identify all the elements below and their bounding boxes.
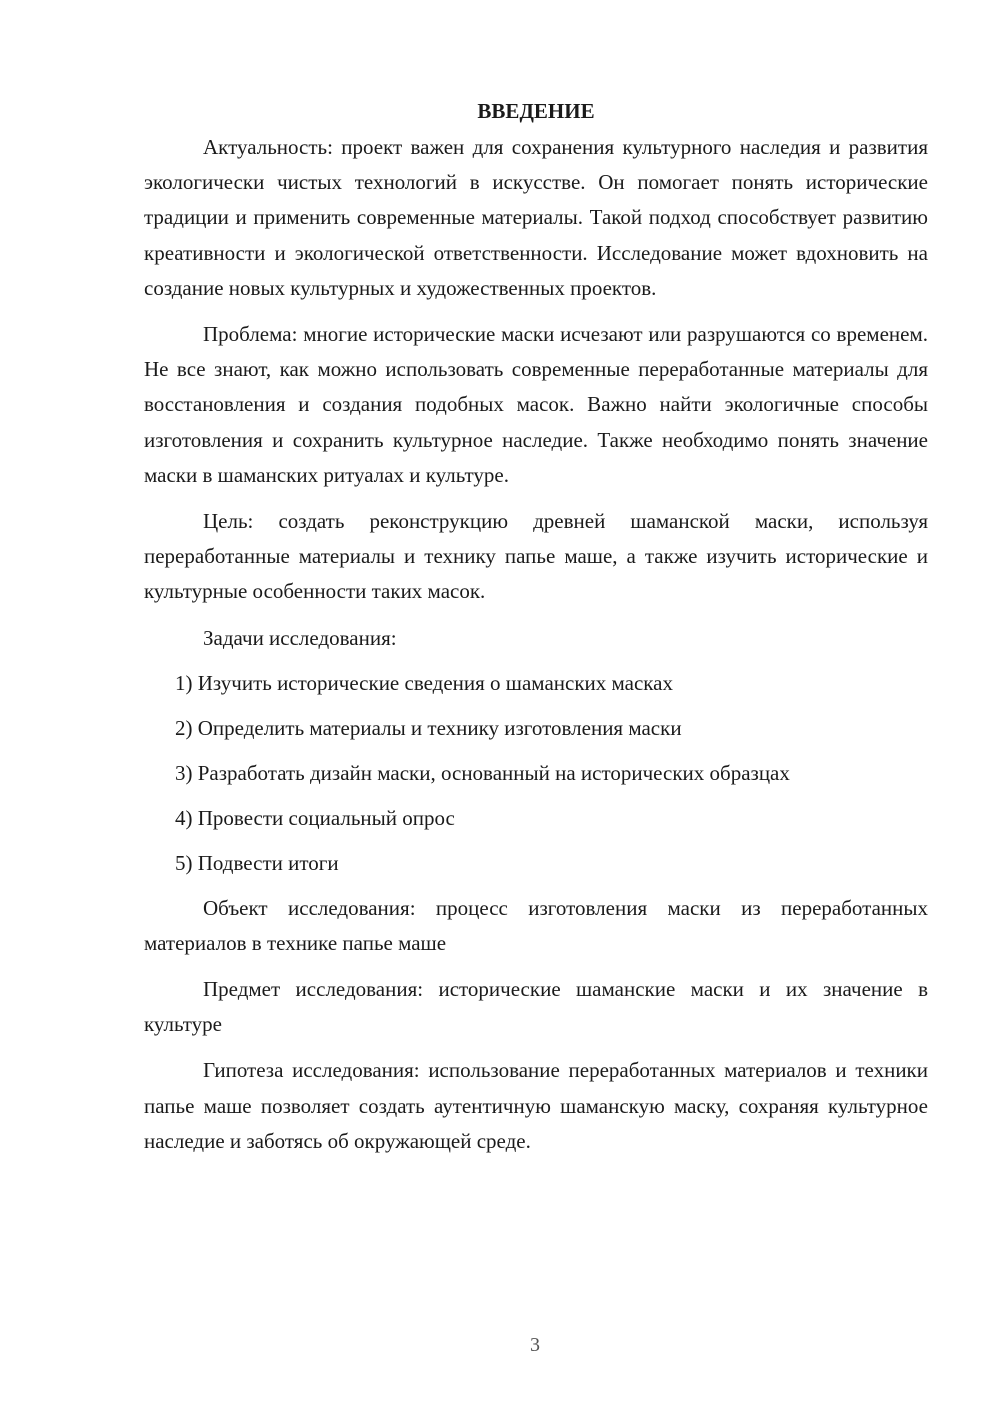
task-item: 3) Разработать дизайн маски, основанный на исторических образцах — [175, 760, 790, 785]
task-item: 4) Провести социальный опрос — [175, 805, 455, 830]
hypothesis-paragraph: Гипотеза исследования: использование переработанных материалов и техники папье маше позволяет создать аутентичную шаманскую маску, сохраняя культурное наследие и заботясь об окружающей среде. — [144, 1058, 928, 1153]
task-item: 5) Подвести итоги — [175, 850, 339, 875]
task-list — [144, 666, 928, 881]
goal-paragraph: Цель: создать реконструкцию древней шаманской маски, используя переработанные материалы и технику папье маше, а также изучить исторические и культурные особенности таких масок. — [144, 509, 928, 604]
object-paragraph: Объект исследования: процесс изготовления маски из переработанных материалов в технике папье маше — [144, 895, 928, 955]
task-item: 1) Изучить исторические сведения о шаманских масках — [175, 670, 674, 695]
subject-paragraph: Предмет исследования: исторические шаманские маски и их значение в культуре — [144, 977, 928, 1037]
page-title: ВВЕДЕНИЕ — [477, 99, 595, 123]
task-item: 2) Определить материалы и технику изготовления маски — [175, 715, 682, 740]
relevance-paragraph: Актуальность: проект важен для сохранения культурного наследия и развития экологически чистых технологий в искусстве. Он помогает понять исторические традиции и применить современные материалы. Такой подход способствует развитию креативности и экологической ответственности. Исследование может вдохновить на создание новых культурных и художественных проектов. — [144, 135, 928, 300]
problem-paragraph: Проблема: многие исторические маски исчезают или разрушаются со временем. Не все знают, как можно использовать современные переработанные материалы для восстановления и создания подобных масок. Важно найти экологичные способы изготовления и сохранить культурное наследие. Также необходимо понять значение маски в шаманских ритуалах и культуре. — [144, 322, 928, 487]
page-number: 3 — [530, 1334, 540, 1356]
tasks-heading: Задачи исследования: — [203, 625, 397, 650]
page-content — [144, 94, 928, 1170]
